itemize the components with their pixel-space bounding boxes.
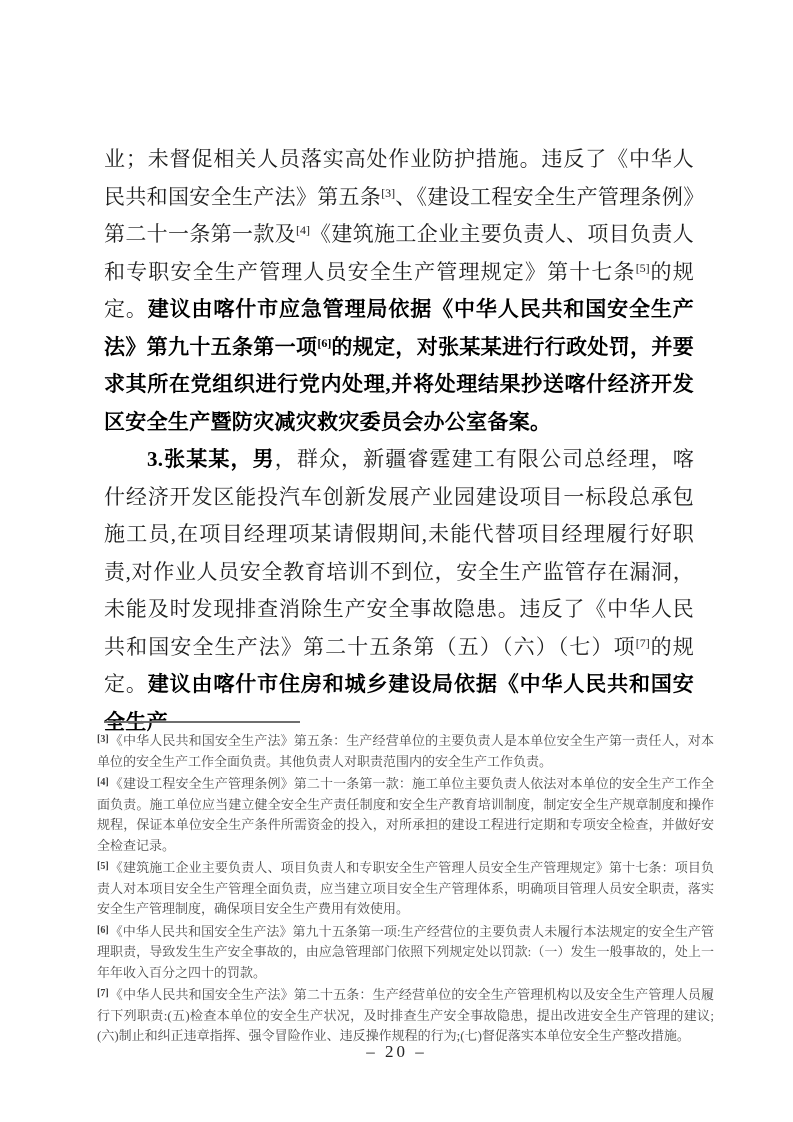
- body-paragraph: [104, 441, 694, 741]
- footnote-text: 《中华人民共和国安全生产法》第九十五条第一项:生产经营位的主要负责人未履行本法规定的安全生产管理职责，导致发生生产安全事故的，由应急管理部门依照下列规定处以罚款:（一）发生一般事故的，处上一年年收入百分之四十的罚款。: [97, 923, 714, 980]
- footnote-marker: [4]: [97, 777, 109, 788]
- footnote-ref: [7]: [635, 635, 650, 650]
- page-footer: [0, 1042, 793, 1062]
- body-text-run: ，群众，新疆睿霆建工有限公司总经理，喀什经济开发区能投汽车创新发展产业园建设项目一标段总承包施工员,在项目经理项某请假期间,未能代替项目经理履行好职责,对作业人员安全教育培训不到位，安全生产监管存在漏洞，未能及时发现排查消除生产安全事故隐患。违反了《中华人民共和国安全生产法》第二十五条第（五）（六）（七）项: [104, 447, 694, 659]
- footnote-marker: [6]: [97, 924, 109, 936]
- footnote-marker: [3]: [97, 734, 109, 745]
- footnote-ref: [5]: [635, 260, 650, 275]
- footnote-marker: [7]: [97, 988, 109, 999]
- body-text-run: 、《建设工程安全生产管理条例》第二十一条第一款及: [104, 184, 695, 246]
- footnote-text: 《中华人民共和国安全生产法》第二十五条：生产经营单位的安全生产管理机构以及安全生产管理人员履行下列职责:(五)检查本单位的安全生产状况，及时排查生产安全事故隐患，提出改进安全生产管理的建议;(六)制止和纠正违章指挥、强令冒险作业、违反操作规程的行为;(七)督促落实本单位安全生产整改措施。: [97, 987, 714, 1043]
- body-text-run: 《建筑施工企业主要负责人、项目负责人和专职安全生产管理人员安全生产管理规定》第十七条: [104, 222, 694, 284]
- footnote-item: [97, 857, 714, 920]
- footnote-text: 《中华人民共和国安全生产法》第五条：生产经营单位的主要负责人是本单位安全生产第一责任人，对本单位的安全生产工作全面负责。其他负责人对职责范围内的安全生产工作负责。: [97, 733, 714, 769]
- body-text-run: 的规定。: [104, 634, 695, 696]
- body-text-run: 3.张某某，男: [147, 447, 275, 471]
- body-text-run: 建议由喀什市应急管理局依据《中华人民共和国安全生产法》第九十五条第一项: [104, 297, 694, 359]
- body-text-run: 建议由喀什市住房和城乡建设局依据《中华人民共和国安全生产: [104, 672, 694, 734]
- footnotes: [97, 730, 714, 1048]
- footnote-ref: [3]: [381, 185, 396, 200]
- footnote-ref: [4]: [296, 223, 310, 237]
- footnote-ref: [6]: [317, 335, 332, 350]
- body-text-run: 业；未督促相关人员落实高处作业防护措施。违反了《中华人民共和国安全生产法》第五条: [104, 147, 694, 209]
- footnote-item: [97, 921, 714, 984]
- body-paragraph: [104, 141, 694, 441]
- footnote-separator: [104, 721, 300, 723]
- footnote-item: [97, 730, 714, 772]
- footnote-item: [97, 773, 714, 856]
- footnote-marker: [5]: [97, 861, 109, 872]
- body-text-run: 的规定。: [104, 259, 694, 321]
- page-number: – 20 –: [366, 1042, 427, 1061]
- footnote-text: 《建设工程安全生产管理条例》第二十一条第一款：施工单位主要负责人依法对本单位的安全生产工作全面负责。施工单位应当建立健全安全生产责任制度和安全生产教育培训制度，制定安全生产规章制度和操作规程，保证本单位安全生产条件所需资金的投入，对所承担的建设工程进行定期和专项安全检查，并做好安全检查记录。: [97, 776, 714, 853]
- body-text-run: 的规定，对张某某进行行政处罚，并要求其所在党组织进行党内处理,并将处理结果抄送喀什经济开发区安全生产暨防灾减灾救灾委员会办公室备案。: [104, 334, 695, 434]
- body-text: [104, 141, 694, 741]
- footnote-item: [97, 984, 714, 1047]
- footnote-text: 《建筑施工企业主要负责人、项目负责人和专职安全生产管理人员安全生产管理规定》第十七条：项目负责人对本项目安全生产管理全面负责，应当建立项目安全生产管理体系，明确项目管理人员安全职责，落实安全生产管理制度，确保项目安全生产费用有效使用。: [97, 860, 714, 916]
